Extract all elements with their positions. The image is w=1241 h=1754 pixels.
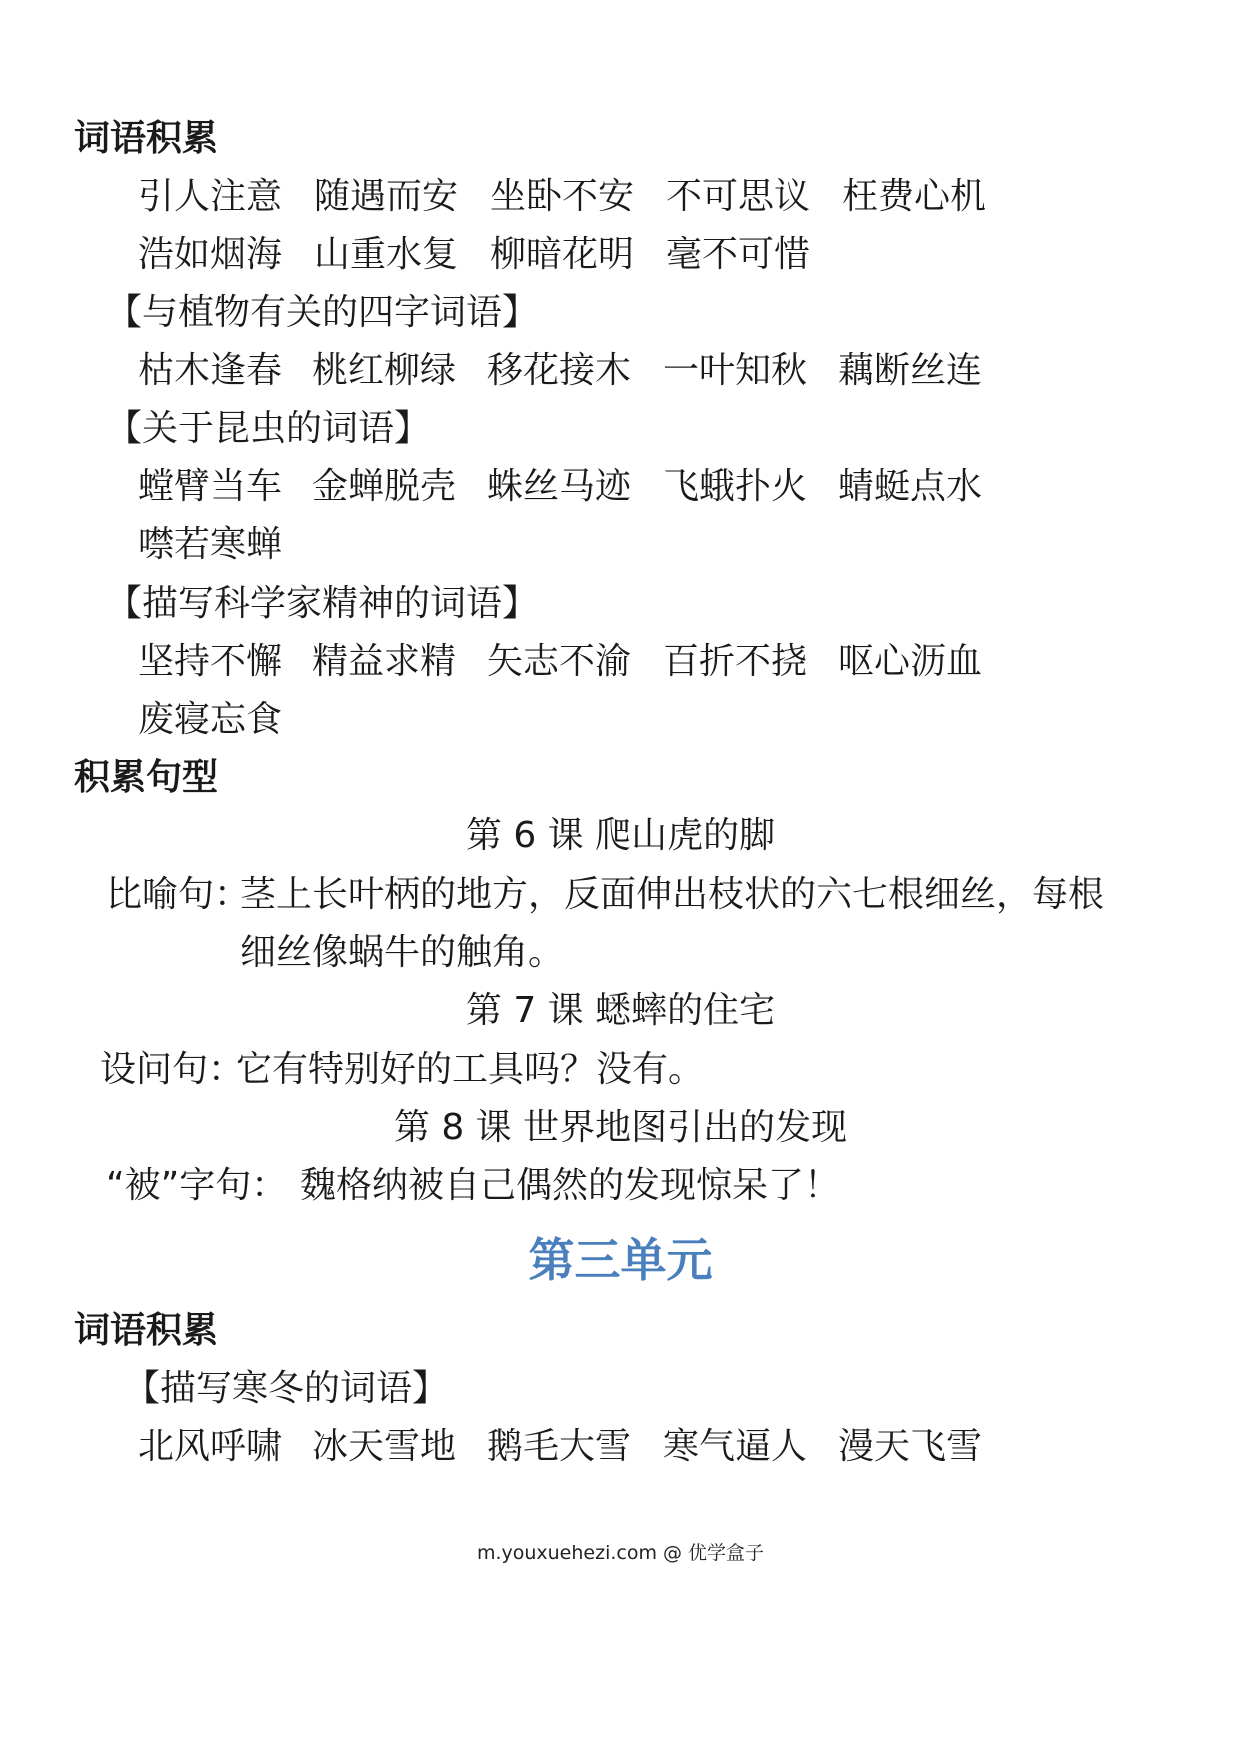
group-title-scientist: 【描写科学家精神的词语】 bbox=[106, 583, 539, 624]
word: 百折不挠 bbox=[663, 641, 808, 682]
word: 金蝉脱壳 bbox=[312, 466, 457, 507]
sentence-label: 比喻句： bbox=[106, 874, 251, 915]
lesson-title: 第 8 课 世界地图引出的发现 bbox=[393, 1107, 848, 1148]
word: 桃红柳绿 bbox=[312, 350, 457, 391]
word: 浩如烟海 bbox=[138, 234, 283, 275]
sentence-label: “被”字句： bbox=[106, 1165, 288, 1206]
word: 移花接木 bbox=[487, 350, 632, 391]
lesson-title: 第 7 课 蟋蟀的住宅 bbox=[465, 990, 776, 1031]
lesson-title: 第 6 课 爬山虎的脚 bbox=[465, 815, 776, 856]
word: 随遇而安 bbox=[314, 176, 459, 217]
word: 蛛丝马迹 bbox=[487, 466, 632, 507]
word: 漫天飞雪 bbox=[838, 1426, 983, 1467]
word: 矢志不渝 bbox=[487, 641, 632, 682]
word: 引人注意 bbox=[138, 176, 283, 217]
section-heading-sentences: 积累句型 bbox=[74, 757, 219, 798]
word: 一叶知秋 bbox=[663, 350, 808, 391]
word: 废寝忘食 bbox=[138, 699, 283, 740]
word: 坐卧不安 bbox=[490, 176, 635, 217]
word: 柳暗花明 bbox=[490, 234, 635, 275]
word: 螳臂当车 bbox=[138, 466, 283, 507]
word: 坚持不懈 bbox=[138, 641, 283, 682]
word: 北风呼啸 bbox=[138, 1426, 283, 1467]
group-title-insects: 【关于昆虫的词语】 bbox=[106, 408, 431, 449]
word: 毫不可惜 bbox=[666, 234, 811, 275]
section-heading-vocabulary: 词语积累 bbox=[74, 1310, 219, 1351]
word: 飞蛾扑火 bbox=[663, 466, 808, 507]
word: 寒气逼人 bbox=[663, 1426, 808, 1467]
word: 鹅毛大雪 bbox=[487, 1426, 632, 1467]
word: 枯木逢春 bbox=[138, 350, 283, 391]
group-title-plants: 【与植物有关的四字词语】 bbox=[106, 292, 539, 333]
group-title-winter: 【描写寒冬的词语】 bbox=[124, 1368, 449, 1409]
word: 蜻蜓点水 bbox=[838, 466, 983, 507]
word: 噤若寒蝉 bbox=[138, 524, 283, 565]
sentence-label: 设问句： bbox=[100, 1049, 245, 1090]
word: 冰天雪地 bbox=[312, 1426, 457, 1467]
word: 山重水复 bbox=[314, 234, 459, 275]
word: 枉费心机 bbox=[842, 176, 987, 217]
unit-title: 第三单元 bbox=[528, 1233, 713, 1287]
footer-watermark[interactable]: m.youxuehezi.com @ 优学盒子 bbox=[476, 1542, 765, 1564]
word: 精益求精 bbox=[312, 641, 457, 682]
word: 不可思议 bbox=[666, 176, 811, 217]
word: 藕断丝连 bbox=[838, 350, 983, 391]
sentence-line: 它有特别好的工具吗？没有。 bbox=[236, 1049, 705, 1090]
sentence-line: 细丝像蜗牛的触角。 bbox=[240, 932, 565, 973]
word: 呕心沥血 bbox=[838, 641, 983, 682]
section-heading-vocabulary: 词语积累 bbox=[74, 118, 219, 159]
sentence-line: 茎上长叶柄的地方，反面伸出枝状的六七根细丝，每根 bbox=[240, 874, 1105, 915]
sentence-line: 魏格纳被自己偶然的发现惊呆了！ bbox=[300, 1165, 841, 1206]
